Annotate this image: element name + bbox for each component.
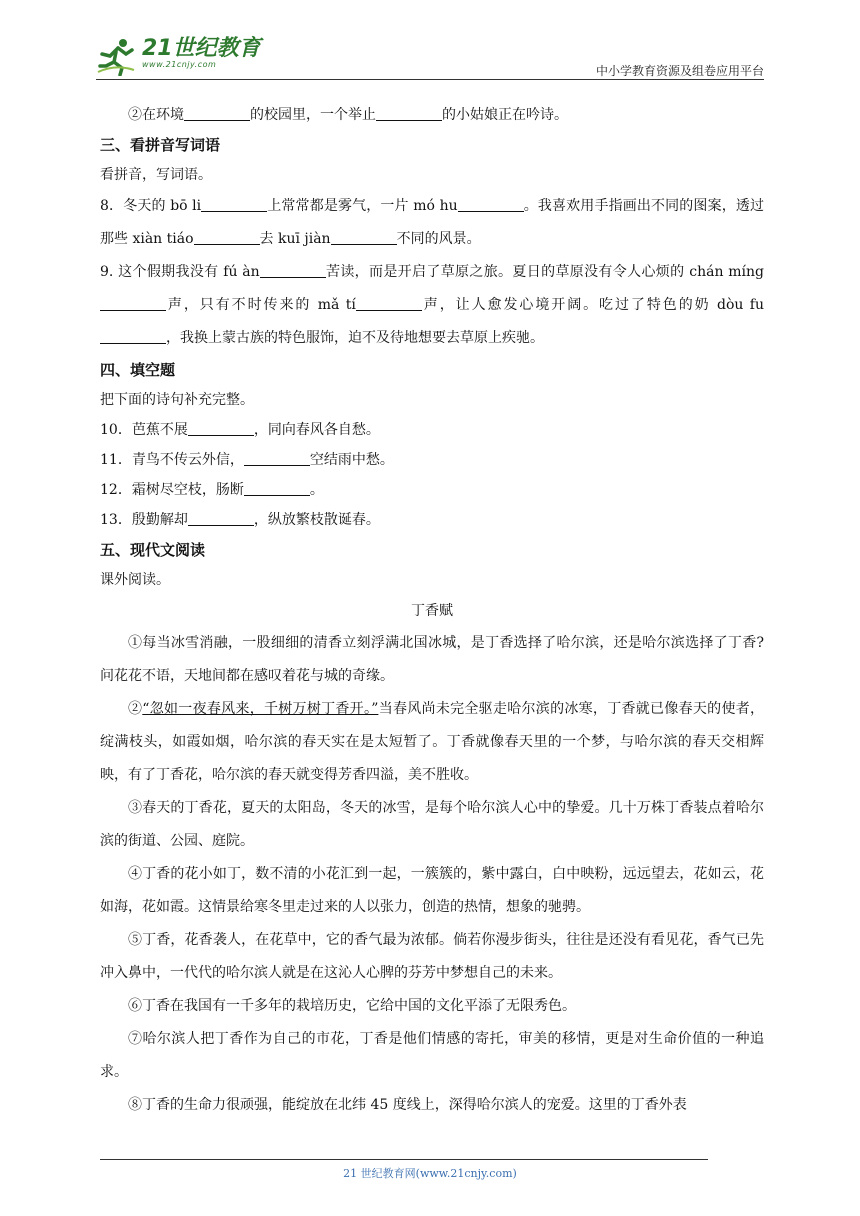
section5-instruction: 课外阅读。 [100,572,170,588]
q8-text-4: 案，透过那些 xiàn tiáo [100,198,764,247]
passage-paragraph-2 [100,693,764,792]
passage-paragraph-3: ③春天的丁香花，夏天的太阳岛，冬天的冰雪，是每个哈尔滨人心中的挚爱。几十万株丁香装点着哈尔滨的街道、公园、庭院。 [100,800,764,849]
q8-text-6: 不同的风景。 [396,231,481,247]
answer-blank[interactable] [184,106,250,121]
q8-text-5: 去 kuī jiàn [259,231,331,247]
platform-name: 中小学教育资源及组卷应用平台 [595,64,764,78]
q10-text-a: 10．芭蕉不展 [100,422,188,438]
answer-blank[interactable] [331,230,397,245]
section4-instruction: 把下面的诗句补充完整。 [100,392,254,408]
question-9 [100,256,764,355]
answer-blank[interactable] [260,263,326,278]
header-divider [96,79,764,80]
page-header [96,30,764,80]
q9-text-6: fu [749,297,764,313]
running-figure-logo-icon [96,36,136,76]
q8-text-1: 8．冬天的 bō li [100,198,202,214]
q9-text-3: míng [728,264,764,280]
answer-blank[interactable] [244,451,310,466]
q9-text-5: 声，让人愈发心境开阔。吃过了特色的奶 dòu [421,297,744,313]
logo-url: www.21cnjy.com [142,60,217,69]
answer-blank[interactable] [100,329,166,344]
q12-text-b: 。 [309,482,324,498]
q13-text-a: 13．殷勤解却 [100,512,188,528]
main-content [100,100,764,1122]
answer-blank[interactable] [458,197,524,212]
answer-blank[interactable] [188,511,254,526]
item2-suffix: 的小姑娘正在吟诗。 [442,107,568,123]
logo [96,32,261,76]
q9-text-1: 9. 这个假期我没有 fú àn [100,264,260,280]
logo-title: 21世纪教育 [142,36,261,61]
section3-instruction: 看拼音，写词语。 [100,167,212,183]
q10-text-b: ，同向春风各自愁。 [253,422,380,438]
q13-text-b: ，纵放繁枝散诞春。 [253,512,380,528]
passage-paragraph-1: ①每当冰雪消融，一股细细的清香立刻浮满北国冰城，是丁香选择了哈尔滨，还是哈尔滨选择了丁香?问花花不语，天地间都在感叹着花与城的奇缘。 [100,635,764,684]
answer-blank[interactable] [376,106,442,121]
question-10 [100,415,764,445]
passage-paragraph-4: ④丁香的花小如丁，数不清的小花汇到一起，一簇簇的，紫中露白，白中映粉，远远望去，花如云，花如海，花如霞。这情景给寒冬里走过来的人以张力，创造的热情，想象的驰骋。 [100,866,764,915]
question-11 [100,445,764,475]
answer-blank[interactable] [244,481,310,496]
passage-paragraph-5: ⑤丁香，花香袭人，在花草中，它的香气最为浓郁。倘若你漫步街头，往往是还没有看见花，香气已先冲入鼻中，一代代的哈尔滨人就是在这沁人心脾的芬芳中梦想自己的未来。 [100,932,764,981]
item2-prefix: ②在环境 [128,107,184,123]
passage-paragraph-7: ⑦哈尔滨人把丁香作为自己的市花，丁香是他们情感的寄托，审美的移情，更是对生命价值的一种追求。 [100,1031,764,1080]
q9-text-4: 声，只有不时传来的 mǎ tí [166,297,356,313]
q8-text-3: 。我喜欢用手指画出不同的图 [523,198,708,214]
question-8 [100,190,764,256]
section4-heading: 四、填空题 [100,361,176,379]
paragraph-2-text: 当春风尚未完全驱走哈尔滨的冰寒，丁香就已像春天的使者，绽满枝头，如霞如烟，哈尔滨的春天实在是太短暂了。丁香就像春天里的一个梦，与哈尔滨的春天交相辉映，有了丁香花，哈尔滨的春天就变得芳香四溢，美不胜收。 [100,701,765,783]
q9-text-2: 苦读，而是开启了草原之旅。夏日的草原没有令人心烦的 chán [325,264,724,280]
footer-divider [100,1159,708,1160]
answer-blank[interactable] [100,296,166,311]
item2-mid: 的校园里，一个举止 [250,107,376,123]
answer-blank[interactable] [194,230,260,245]
q8-text-2: 上常常都是雾气，一片 mó hu [267,198,458,214]
q12-text-a: 12．霜树尽空枝，肠断 [100,482,244,498]
page-footer: 21 世纪教育网(www.21cnjy.com) [343,1167,517,1180]
section5-heading: 五、现代文阅读 [100,541,206,559]
paragraph-number: ② [128,701,143,717]
answer-blank[interactable] [201,197,267,212]
question-item-2 [100,100,764,130]
underlined-quote: “忽如一夜春风来，千树万树丁香开。” [142,701,379,717]
q9-text-7: ，我换上蒙古族的特色服饰，迫不及待地想要去草原上疾驰。 [166,330,544,346]
q11-text-a: 11．青鸟不传云外信， [100,452,244,468]
passage-title: 丁香赋 [411,603,453,619]
section3-heading: 三、看拼音写词语 [100,136,221,154]
question-12 [100,475,764,505]
question-13 [100,505,764,535]
passage-paragraph-8: ⑧丁香的生命力很顽强，能绽放在北纬 45 度线上，深得哈尔滨人的宠爱。这里的丁香外表 [128,1097,687,1113]
q11-text-b: 空结雨中愁。 [309,452,394,468]
answer-blank[interactable] [356,296,422,311]
passage-paragraph-6: ⑥丁香在我国有一千多年的栽培历史，它给中国的文化平添了无限秀色。 [128,998,576,1014]
answer-blank[interactable] [188,421,254,436]
